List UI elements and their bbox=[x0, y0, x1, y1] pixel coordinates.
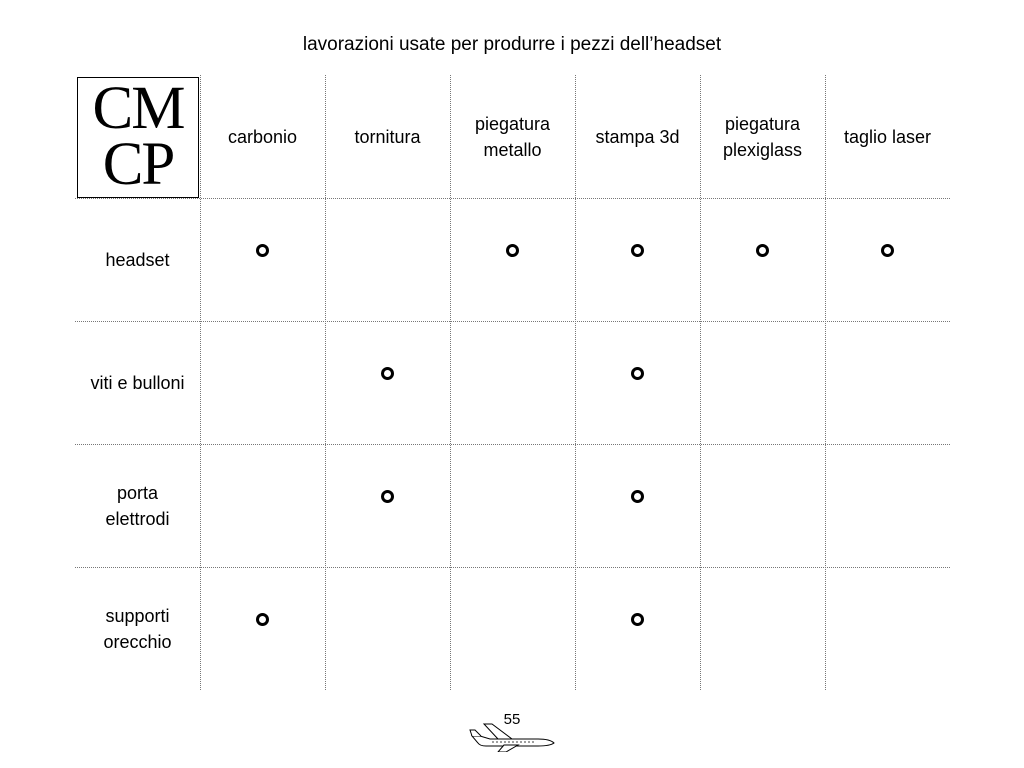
process-mark bbox=[631, 244, 644, 257]
logo-text: CM CP bbox=[92, 75, 184, 198]
process-mark bbox=[631, 367, 644, 380]
process-mark bbox=[256, 613, 269, 626]
grid-line-horizontal bbox=[75, 567, 950, 568]
column-header: piegatura metallo bbox=[474, 113, 551, 160]
process-mark bbox=[631, 613, 644, 626]
column-header: taglio laser bbox=[843, 126, 932, 147]
grid-line-horizontal bbox=[75, 444, 950, 445]
page-number: 55 bbox=[503, 711, 521, 728]
process-mark bbox=[381, 490, 394, 503]
process-mark bbox=[881, 244, 894, 257]
grid-line-horizontal bbox=[75, 321, 950, 322]
row-label: headset bbox=[105, 249, 170, 270]
row-label: porta elettrodi bbox=[105, 482, 170, 529]
process-table bbox=[75, 75, 950, 690]
process-mark bbox=[256, 244, 269, 257]
row-label: supporti orecchio bbox=[103, 605, 172, 652]
process-mark bbox=[631, 490, 644, 503]
cmcp-logo bbox=[77, 77, 199, 198]
column-header: piegatura plexiglass bbox=[722, 113, 803, 160]
process-mark bbox=[381, 367, 394, 380]
column-header: tornitura bbox=[354, 126, 421, 147]
column-header: stampa 3d bbox=[595, 126, 680, 147]
airplane-icon bbox=[468, 722, 556, 752]
row-label: viti e bulloni bbox=[90, 372, 185, 393]
page-title: lavorazioni usate per produrre i pezzi dell’headset bbox=[302, 34, 722, 55]
process-mark bbox=[756, 244, 769, 257]
column-header: carbonio bbox=[227, 126, 298, 147]
process-mark bbox=[506, 244, 519, 257]
grid-line-horizontal bbox=[75, 198, 950, 199]
